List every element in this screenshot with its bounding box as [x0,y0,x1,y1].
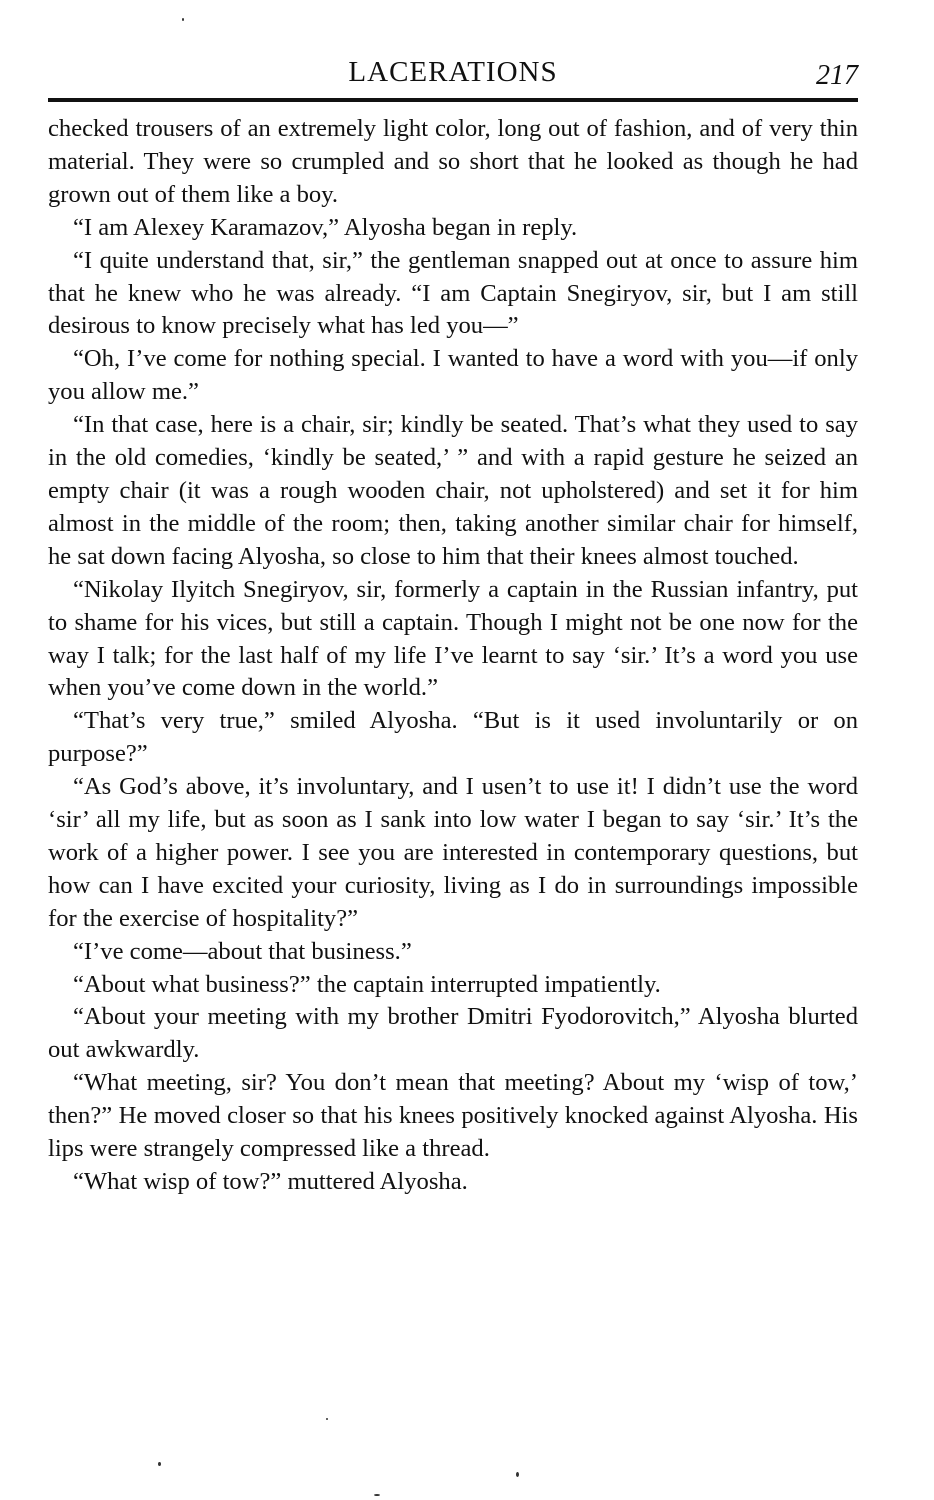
running-title: LACERATIONS [348,56,558,88]
scan-speck [326,1418,328,1420]
paragraph: “Oh, I’ve come for nothing special. I wanted to have a word with you—if only you allow me.” [48,345,858,406]
page-number: 217 [816,60,858,91]
scan-speck [516,1472,519,1477]
paragraph: “That’s very true,” smiled Alyosha. “But is it used involuntarily or on purpose?” [48,707,858,768]
paragraph: “What meeting, sir? You don’t mean that meeting? About my ‘wisp of tow,’ then?” He moved closer so that his knees positively knocked against Alyosha. His lips were strangely compressed like a thread. [48,1069,858,1163]
paragraph: “What wisp of tow?” muttered Alyosha. [73,1168,468,1195]
paragraph: “About what business?” the captain interrupted impatiently. [73,970,661,998]
paragraph: “As God’s above, it’s involuntary, and I usen’t to use it! I didn’t use the word ‘sir’ all my life, but as soon as I sank into low water I began to say ‘sir.’ It’s the work of a higher power. I see you are interested in contemporary questions, but how can I have excited your curiosity, living as I do in surroundings impossible for the exercise of hospitality?” [48,773,858,932]
paragraph: checked trousers of an extremely light color, long out of fashion, and of very thin material. They were so crumpled and so short that he looked as though he had grown out of them like a boy. [48,115,858,208]
scan-speck [158,1462,161,1466]
paragraph: “I am Alexey Karamazov,” Alyosha began in reply. [73,213,578,241]
scan-speck [182,18,184,21]
body-text [48,113,858,1199]
header-rule [48,98,858,102]
paragraph: “Nikolay Ilyitch Snegiryov, sir, formerly a captain in the Russian infantry, put to shame for his vices, but still a captain. Though I might not be one now for the way I talk; for the last half of my life I’ve learnt to say ‘sir.’ It’s a word you use when you’ve come down in the world.” [48,575,858,702]
paragraph: “About your meeting with my brother Dmitri Fyodorovitch,” Alyosha blurted out awkwardly. [48,1003,858,1064]
paragraph: “In that case, here is a chair, sir; kindly be seated. That’s what they used to say in the old comedies, ‘kindly be seated,’ ” and with a rapid gesture he seized an empty chair (it was a rough wooden chair, not upholstered) and set it for him almost in the middle of the room; then, taking another similar chair for himself, he sat down facing Alyosha, so close to him that their knees almost touched. [48,411,858,570]
running-head [48,52,858,92]
paragraph: “I’ve come—about that business.” [73,937,412,965]
scan-speck [374,1494,380,1496]
paragraph: “I quite understand that, sir,” the gentleman snapped out at once to assure him that he knew who he was already. “I am Captain Snegiryov, sir, but I am still desirous to know precisely what has led you—” [48,246,858,340]
